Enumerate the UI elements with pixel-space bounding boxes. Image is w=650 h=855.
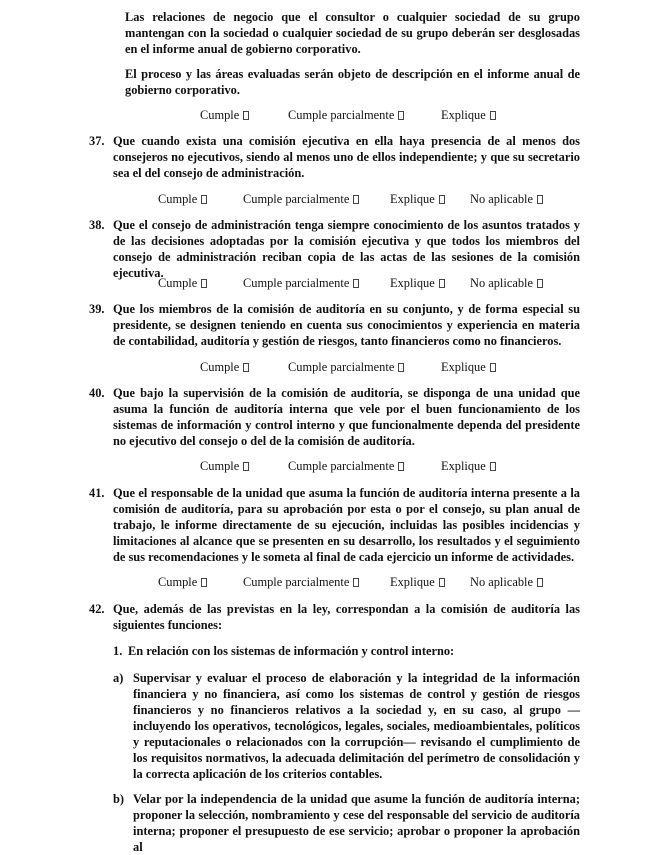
item-letter: a) <box>113 671 124 685</box>
checkbox-icon[interactable] <box>490 111 496 120</box>
option-explique[interactable]: Explique <box>390 276 445 291</box>
recommendation-text-42: Que, además de las previstas en la ley, correspondan a la comisión de auditoría las siguientes funciones: <box>113 602 580 632</box>
item-letter: b) <box>113 792 125 806</box>
option-explique[interactable]: Explique <box>390 192 445 207</box>
option-explique[interactable]: Explique <box>441 459 496 474</box>
checkbox-icon[interactable] <box>537 279 543 288</box>
checkbox-icon[interactable] <box>243 363 249 372</box>
option-explique[interactable]: Explique <box>390 575 445 590</box>
paragraph-business-relations: Las relaciones de negocio que el consultor o cualquier sociedad de su grupo mantengan con la sociedad o cualquier sociedad de su grupo deberán ser desglosadas en el informe anual de gobierno corporativo. <box>125 10 580 56</box>
checkbox-icon[interactable] <box>201 279 207 288</box>
option-cumple[interactable]: Cumple <box>158 276 207 291</box>
option-cumple-parcialmente[interactable]: Cumple parcialmente <box>288 459 404 474</box>
checkbox-icon[interactable] <box>243 111 249 120</box>
option-cumple-parcialmente[interactable]: Cumple parcialmente <box>243 575 359 590</box>
recommendation-text-38: Que el consejo de administración tenga siempre conocimiento de los asuntos tratados y de las decisiones adoptadas por la comisión ejecutiva y que todos los miembros del consejo de administración reciban copia de las actas de las sesiones de la comisión ejecutiva. <box>113 218 580 280</box>
option-cumple-parcialmente[interactable]: Cumple parcialmente <box>288 360 404 375</box>
checkbox-icon[interactable] <box>353 279 359 288</box>
recommendation-number: 41. <box>89 486 105 500</box>
checkbox-icon[interactable] <box>353 195 359 204</box>
compliance-options <box>0 360 650 376</box>
checkbox-icon[interactable] <box>201 578 207 587</box>
option-cumple[interactable]: Cumple <box>200 108 249 123</box>
option-explique[interactable]: Explique <box>441 108 496 123</box>
checkbox-icon[interactable] <box>243 462 249 471</box>
option-cumple[interactable]: Cumple <box>200 360 249 375</box>
compliance-options <box>0 575 650 591</box>
option-cumple-parcialmente[interactable]: Cumple parcialmente <box>243 192 359 207</box>
checkbox-icon[interactable] <box>537 195 543 204</box>
option-cumple-parcialmente[interactable]: Cumple parcialmente <box>288 108 404 123</box>
checkbox-icon[interactable] <box>398 111 404 120</box>
recommendation-number: 38. <box>89 218 105 232</box>
checkbox-icon[interactable] <box>537 578 543 587</box>
option-no-aplicable[interactable]: No aplicable <box>470 276 543 291</box>
checkbox-icon[interactable] <box>398 363 404 372</box>
option-cumple-parcialmente[interactable]: Cumple parcialmente <box>243 276 359 291</box>
option-no-aplicable[interactable]: No aplicable <box>470 192 543 207</box>
checkbox-icon[interactable] <box>201 195 207 204</box>
recommendation-text-39: Que los miembros de la comisión de auditoría en su conjunto, y de forma especial su presidente, se designen teniendo en cuenta sus conocimientos y experiencia en materia de contabilidad, auditoría y gestión de riesgos, tanto financieros como no financieros. <box>113 302 580 348</box>
option-cumple[interactable]: Cumple <box>200 459 249 474</box>
paragraph-evaluation-process: El proceso y las áreas evaluadas serán objeto de descripción en el informe anual de gobierno corporativo. <box>125 67 580 97</box>
option-cumple[interactable]: Cumple <box>158 575 207 590</box>
checkbox-icon[interactable] <box>439 195 445 204</box>
checkbox-icon[interactable] <box>353 578 359 587</box>
checkbox-icon[interactable] <box>439 279 445 288</box>
checkbox-icon[interactable] <box>490 462 496 471</box>
recommendation-text-37: Que cuando exista una comisión ejecutiva en ella haya presencia de al menos dos consejeros no ejecutivos, siendo al menos uno de ellos independiente; y que su secretario sea el del consejo de administración. <box>113 134 580 180</box>
option-no-aplicable[interactable]: No aplicable <box>470 575 543 590</box>
checkbox-icon[interactable] <box>490 363 496 372</box>
recommendation-text-41: Que el responsable de la unidad que asuma la función de auditoría interna presente a la comisión de auditoría, para su aprobación por esta o por el consejo, su plan anual de trabajo, le informe directamente de su ejecución, incluidas las posibles incidencias y limitaciones al alcance que se presenten en su desarrollo, los resultados y el seguimiento de sus recomendaciones y le someta al final de cada ejercicio un informe de actividades. <box>113 486 580 564</box>
recommendation-text-40: Que bajo la supervisión de la comisión de auditoría, se disponga de una unidad que asuma la función de auditoría interna que vele por el buen funcionamiento de los sistemas de información y control interno y que funcionalmente dependa del presidente no ejecutivo del consejo o del de la comisión de auditoría. <box>113 386 580 448</box>
compliance-options <box>0 459 650 475</box>
compliance-options <box>0 108 650 124</box>
compliance-options <box>0 276 650 292</box>
item-text-a: Supervisar y evaluar el proceso de elaboración y la integridad de la información financiera y no financiera, así como los sistemas de control y gestión de riesgos financieros y no financieros relativos a la sociedad y, en su caso, al grupo —incluyendo los operativos, tecnológicos, legales, sociales, medioambientales, políticos y reputacionales o relacionados con la corrupción— revisando el cumplimiento de los requisitos normativos, la adecuada delimitación del perímetro de consolidación y la correcta aplicación de los criterios contables. <box>133 671 580 781</box>
recommendation-number: 39. <box>89 302 105 316</box>
recommendation-number: 42. <box>89 602 105 616</box>
option-cumple[interactable]: Cumple <box>158 192 207 207</box>
recommendation-number: 40. <box>89 386 105 400</box>
recommendation-number: 37. <box>89 134 105 148</box>
compliance-options <box>0 192 650 208</box>
checkbox-icon[interactable] <box>439 578 445 587</box>
item-text-b: Velar por la independencia de la unidad que asume la función de auditoría interna; proponer la selección, nombramiento y cese del responsable del servicio de auditoría interna; proponer el presupuesto de ese servicio; aprobar o proponer la aprobación al <box>133 792 580 854</box>
option-explique[interactable]: Explique <box>441 360 496 375</box>
subsection-title: En relación con los sistemas de información y control interno: <box>128 644 455 658</box>
subsection-number: 1. <box>113 644 123 658</box>
checkbox-icon[interactable] <box>398 462 404 471</box>
